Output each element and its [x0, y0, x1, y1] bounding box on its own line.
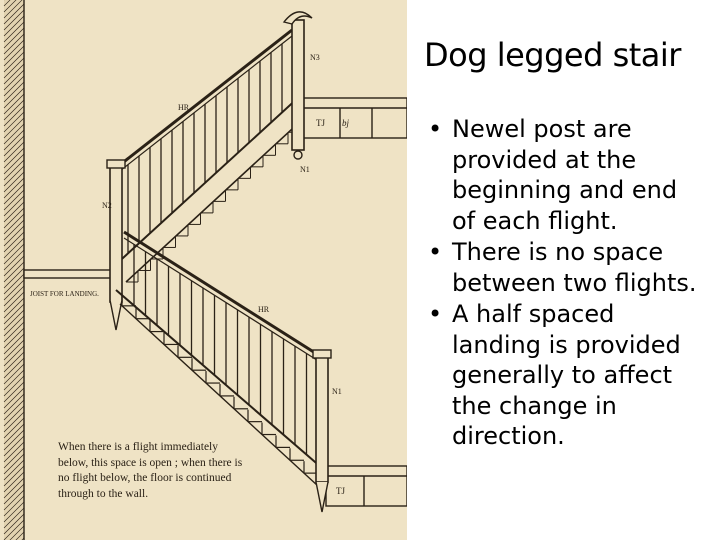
label-n2: N2 — [102, 201, 112, 210]
note-line: through to the wall. — [58, 487, 149, 500]
label-hr-lower: HR — [258, 305, 270, 314]
bullet-line: provided at the — [452, 145, 637, 174]
newel-post-n3 — [292, 20, 304, 150]
newel-post-n2 — [110, 162, 122, 302]
label-joist-for-landing: JOIST FOR LANDING. — [30, 290, 99, 298]
upper-handrail — [116, 30, 292, 168]
bullet-dot-icon: • — [428, 238, 443, 266]
bullet-line: There is no space — [452, 238, 664, 266]
bullet-item — [424, 114, 714, 236]
label-n1-upper: N1 — [300, 165, 310, 174]
note-line: no flight below, the floor is continued — [58, 472, 232, 484]
label-bj: bj — [342, 118, 350, 128]
drawing-note — [58, 440, 248, 502]
lower-handrail — [124, 232, 320, 356]
lower-balusters — [134, 244, 307, 454]
label-hr-upper: HR — [178, 103, 190, 112]
newel-post-n1 — [316, 352, 328, 482]
bullet-line: Newel post are — [452, 115, 632, 143]
bullet-dot-icon: • — [428, 300, 443, 328]
bullet-dot-icon: • — [428, 115, 443, 143]
bullet-line: beginning and end — [452, 176, 678, 204]
landing-joist — [24, 270, 112, 278]
note-line: below, this space is open ; when there is — [58, 456, 243, 469]
bullet-line: direction. — [452, 422, 565, 450]
note-line: When there is a flight immediately — [58, 441, 218, 453]
label-n1-lower: N1 — [332, 387, 342, 396]
label-n3: N3 — [310, 53, 320, 62]
bullet-item — [424, 299, 714, 452]
slide-title: Dog legged stair — [424, 36, 681, 74]
bullet-line: A half spaced — [452, 300, 615, 328]
bullet-line: the change in — [452, 391, 617, 420]
upper-balusters — [128, 44, 282, 254]
bullet-line: generally to affect — [452, 361, 673, 389]
bullet-list — [424, 114, 714, 453]
bullet-line: of each flight. — [452, 206, 618, 235]
label-tj-upper: TJ — [316, 118, 325, 128]
bullet-line: landing is provided — [452, 330, 681, 359]
bullet-item — [424, 237, 714, 298]
bullet-line: between two flights. — [452, 268, 697, 297]
label-tj-lower: TJ — [336, 486, 345, 496]
